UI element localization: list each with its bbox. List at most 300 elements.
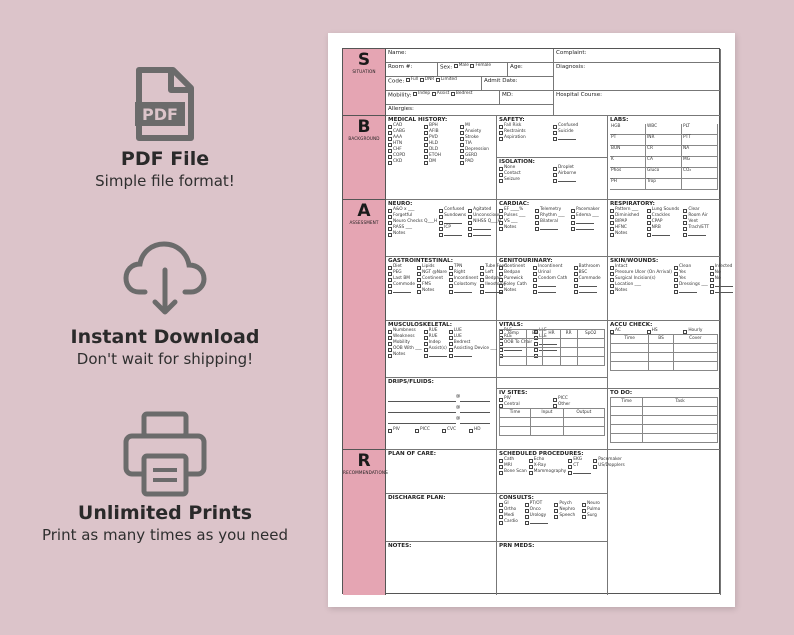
feature-title: PDF File (120, 148, 210, 170)
recommendations-blank[interactable] (608, 450, 721, 595)
checkbox[interactable] (449, 272, 453, 276)
checkbox[interactable] (439, 209, 443, 213)
checkbox[interactable] (553, 131, 557, 135)
checkbox[interactable] (388, 233, 392, 237)
checkbox-item[interactable] (710, 265, 733, 270)
checkbox[interactable] (610, 272, 614, 276)
checkbox-item[interactable] (417, 289, 447, 294)
checkbox-label: PEG (393, 270, 402, 276)
checkbox-item[interactable] (388, 232, 437, 237)
discharge-plan[interactable]: DISCHARGE PLAN: (386, 494, 497, 542)
checkbox[interactable] (610, 284, 614, 288)
feature-download (0, 240, 330, 368)
checkbox[interactable] (574, 266, 578, 270)
checkbox[interactable] (499, 221, 503, 225)
checkbox[interactable] (553, 167, 557, 171)
checkbox-label: Forgetful (393, 213, 413, 219)
checkbox[interactable] (553, 404, 557, 408)
checkbox-item[interactable] (529, 470, 566, 475)
checkbox-label: Telemetry (540, 207, 562, 213)
checkbox[interactable] (424, 143, 428, 147)
checkbox[interactable] (499, 125, 503, 129)
checkbox[interactable] (610, 330, 614, 334)
checkbox-item[interactable] (647, 329, 682, 334)
checkbox-item[interactable] (554, 514, 580, 519)
section-label: BACKGROUND (348, 135, 380, 141)
checkbox[interactable] (417, 266, 421, 270)
checkbox[interactable] (499, 215, 503, 219)
checkbox-item[interactable] (499, 470, 527, 475)
checkbox[interactable] (442, 429, 446, 433)
checkbox-item[interactable] (449, 283, 478, 288)
checkbox-label: Central (504, 402, 520, 408)
checkbox-item[interactable] (388, 428, 413, 433)
iv-sites: IV SITES: PIV PICC Central Other Time Input Output (497, 389, 608, 450)
checkbox[interactable] (683, 221, 687, 225)
checkbox[interactable] (647, 209, 651, 213)
checkbox[interactable] (647, 215, 651, 219)
checkbox[interactable] (480, 272, 484, 276)
checkbox-item[interactable] (424, 353, 447, 358)
lab-cell[interactable]: PT (610, 135, 646, 146)
checkbox[interactable] (424, 149, 428, 153)
checkbox-label: Surg (586, 513, 597, 519)
checkbox[interactable] (647, 227, 651, 231)
checkbox[interactable] (449, 336, 453, 340)
checkbox[interactable] (388, 215, 392, 219)
sex-field[interactable]: Sex: Male Female (438, 63, 508, 77)
checkbox[interactable] (415, 429, 419, 433)
checkbox-item[interactable] (568, 470, 591, 475)
checkbox[interactable] (499, 503, 503, 507)
checkbox-item[interactable] (674, 289, 708, 294)
checkbox-label: Notes (422, 288, 435, 294)
checkbox[interactable] (388, 161, 392, 165)
checkbox[interactable] (468, 221, 472, 225)
checkbox[interactable] (449, 330, 453, 334)
checkbox-item[interactable] (439, 226, 466, 231)
checkbox[interactable] (499, 398, 503, 402)
checkbox[interactable] (417, 284, 421, 288)
checkbox-label: PIV (504, 396, 511, 402)
lab-cell[interactable]: CO₂ (682, 168, 718, 179)
checkbox-item[interactable] (535, 226, 569, 231)
checkbox[interactable] (535, 209, 539, 213)
md-field[interactable]: MD: (500, 91, 554, 105)
checkbox-item[interactable] (533, 289, 572, 294)
lab-cell[interactable]: Trop (646, 179, 682, 190)
checkbox[interactable] (499, 137, 503, 141)
checkbox-item[interactable] (610, 232, 645, 237)
checkbox-item[interactable] (574, 277, 605, 282)
io-table[interactable] (499, 408, 605, 436)
checkbox-item[interactable] (533, 277, 572, 282)
checkbox[interactable] (499, 266, 503, 270)
accu-table[interactable] (610, 334, 718, 371)
checkbox-item[interactable] (533, 283, 572, 288)
checkbox-item[interactable] (468, 220, 501, 225)
checkbox[interactable] (499, 179, 503, 183)
lab-cell[interactable]: BUN (610, 146, 646, 157)
checkbox[interactable] (480, 266, 484, 270)
checkbox[interactable] (593, 459, 597, 463)
checkbox-item[interactable] (468, 232, 501, 237)
checkbox-item[interactable] (525, 514, 553, 519)
checkbox-item[interactable] (647, 232, 682, 237)
checkbox[interactable] (571, 209, 575, 213)
checkbox-label: Last BM (393, 276, 410, 282)
checkbox-item[interactable] (582, 514, 605, 519)
checkbox[interactable] (525, 515, 529, 519)
age-field[interactable]: Age: (508, 63, 554, 77)
checkbox[interactable] (480, 278, 484, 282)
checkbox[interactable] (610, 227, 614, 231)
checkbox[interactable] (533, 278, 537, 282)
checkbox[interactable] (529, 459, 533, 463)
lab-cell[interactable]: CA (646, 157, 682, 168)
checkbox[interactable] (449, 348, 453, 352)
complaint-field[interactable]: Complaint: (554, 49, 721, 63)
checkbox[interactable] (582, 515, 586, 519)
checkbox-item[interactable] (647, 226, 682, 231)
checkbox[interactable] (388, 348, 392, 352)
checkbox[interactable] (610, 215, 614, 219)
checkbox[interactable] (388, 155, 392, 159)
checkbox-item[interactable] (468, 226, 501, 231)
checkbox[interactable] (574, 278, 578, 282)
checkbox-item[interactable] (415, 428, 440, 433)
checkbox[interactable] (499, 471, 503, 475)
checkbox-label: COPD (393, 153, 406, 159)
checkbox[interactable] (499, 173, 503, 177)
checkbox-label: Colostomy (453, 282, 477, 288)
checkbox[interactable] (499, 167, 503, 171)
lab-cell[interactable]: PTT (682, 135, 718, 146)
checkbox[interactable] (424, 125, 428, 129)
checkbox-item[interactable] (525, 520, 553, 525)
checkbox[interactable] (388, 330, 392, 334)
vitals-table[interactable] (499, 329, 605, 366)
checkbox-item[interactable] (388, 283, 415, 288)
checkbox-label: Edema ___ (576, 213, 599, 219)
lab-cell[interactable]: MG (682, 157, 718, 168)
checkbox[interactable] (582, 509, 586, 513)
checkbox-item[interactable] (439, 214, 466, 219)
checkbox-item[interactable] (388, 289, 415, 294)
checkbox[interactable] (460, 131, 464, 135)
checkbox-item[interactable] (710, 283, 733, 288)
checkbox[interactable] (610, 278, 614, 282)
todo-table[interactable]: Time Task (610, 397, 718, 443)
checkbox[interactable] (460, 155, 464, 159)
lab-cell[interactable]: HGB (610, 124, 646, 135)
checkbox-label: Indep (428, 340, 441, 346)
checkbox[interactable] (710, 278, 714, 282)
checkbox-label: Yes (678, 276, 686, 282)
checkbox[interactable] (610, 221, 614, 225)
checkbox-item[interactable] (674, 283, 708, 288)
checkbox-label: CABG (393, 129, 406, 135)
checkbox-label: EF ____% (504, 207, 524, 213)
checkbox-item[interactable] (571, 226, 605, 231)
table-header: RR (560, 330, 577, 339)
checkbox[interactable] (468, 209, 472, 213)
checkbox[interactable] (449, 278, 453, 282)
cloud-download-icon (123, 240, 207, 318)
checkbox[interactable] (499, 404, 503, 408)
checkbox-item[interactable] (610, 289, 672, 294)
checkbox-item[interactable] (469, 428, 494, 433)
checkbox-item[interactable] (460, 160, 494, 165)
checkbox[interactable] (553, 398, 557, 402)
checkbox[interactable] (424, 131, 428, 135)
checkbox[interactable] (469, 429, 473, 433)
checkbox-label: Vent (688, 219, 698, 225)
checkbox[interactable] (674, 272, 678, 276)
checkbox[interactable] (554, 503, 558, 507)
checkbox-item[interactable] (683, 329, 718, 334)
checkbox-item[interactable] (424, 347, 447, 352)
checkbox-label: Location ___ (615, 282, 641, 288)
lab-cell[interactable] (682, 179, 718, 190)
checkbox[interactable] (460, 125, 464, 129)
checkbox[interactable] (533, 266, 537, 270)
lab-cell[interactable]: Gluco (646, 168, 682, 179)
prn-meds[interactable]: PRN MEDS: (497, 542, 608, 595)
checkbox[interactable] (468, 215, 472, 219)
checkbox[interactable] (499, 209, 503, 213)
checkbox[interactable] (710, 266, 714, 270)
checkbox-label: Hourly (688, 328, 703, 334)
checkbox[interactable] (647, 221, 651, 225)
checkbox[interactable] (388, 131, 392, 135)
checkbox-label: Foley Cath (504, 282, 527, 288)
checkbox[interactable] (439, 215, 443, 219)
checkbox[interactable] (388, 278, 392, 282)
checkbox[interactable] (388, 354, 392, 358)
checkbox[interactable] (499, 272, 503, 276)
checkbox[interactable] (610, 209, 614, 213)
checkbox[interactable] (529, 471, 533, 475)
checkbox[interactable] (449, 284, 453, 288)
checkbox[interactable] (554, 515, 558, 519)
checkbox-item[interactable] (388, 160, 422, 165)
checkbox[interactable] (388, 125, 392, 129)
lab-cell[interactable]: K (610, 157, 646, 168)
checkbox[interactable] (610, 233, 614, 237)
checkbox-item[interactable] (553, 403, 605, 408)
checkbox[interactable] (554, 509, 558, 513)
checkbox[interactable] (480, 284, 484, 288)
checkbox-item[interactable] (683, 226, 718, 231)
checkbox-item[interactable] (610, 329, 645, 334)
checkbox-item[interactable] (535, 220, 569, 225)
checkbox-item[interactable] (449, 353, 497, 358)
accu-check: ACCU CHECK: AC HS Hourly Time BS Cover (608, 321, 721, 389)
checkbox[interactable] (499, 465, 503, 469)
admit-date-field[interactable]: Admit Date: (482, 77, 554, 91)
diagnosis-field[interactable]: Diagnosis: (554, 63, 721, 91)
checkbox[interactable] (499, 521, 503, 525)
checkbox[interactable] (647, 330, 651, 334)
checkbox[interactable] (424, 161, 428, 165)
checkbox-item[interactable] (710, 277, 733, 282)
lab-cell[interactable]: NA (682, 146, 718, 157)
checkbox[interactable] (499, 290, 503, 294)
checkbox-label: PAD (465, 159, 474, 165)
checkbox[interactable] (529, 465, 533, 469)
room-field[interactable]: Room #: (386, 63, 438, 77)
checkbox[interactable] (499, 278, 503, 282)
checkbox[interactable] (568, 465, 572, 469)
checkbox[interactable] (499, 459, 503, 463)
checkbox-item[interactable] (710, 289, 733, 294)
checkbox[interactable] (388, 143, 392, 147)
checkbox[interactable] (424, 137, 428, 141)
table-header: HR (543, 330, 560, 339)
checkbox[interactable] (388, 266, 392, 270)
checkbox[interactable] (417, 272, 421, 276)
checkbox-label: AAA (393, 135, 403, 141)
checkbox-item[interactable] (499, 226, 533, 231)
checkbox[interactable] (388, 336, 392, 340)
hospital-course-field[interactable]: Hospital Course: (554, 91, 721, 116)
checkbox-label: BIPAP (615, 219, 628, 225)
checkbox[interactable] (499, 509, 503, 513)
checkbox-label: HD (474, 427, 481, 433)
lab-cell[interactable]: PH (610, 179, 646, 190)
checkbox-label: Incontinent (538, 264, 563, 270)
checkbox-item[interactable] (499, 403, 551, 408)
mobility-field[interactable]: Mobility: Indep Assist Bedrest (386, 91, 500, 105)
checkbox-item[interactable] (571, 220, 605, 225)
checkbox[interactable] (460, 137, 464, 141)
checkbox-item[interactable] (449, 347, 497, 352)
checkbox-item[interactable] (683, 232, 718, 237)
checkbox[interactable] (460, 149, 464, 153)
checkbox[interactable] (582, 503, 586, 507)
checkbox-item[interactable] (553, 172, 605, 177)
code-field[interactable]: Code: Full DNR Limited (386, 77, 482, 91)
checkbox[interactable] (535, 215, 539, 219)
lab-cell[interactable]: WBC (646, 124, 682, 135)
checkbox[interactable] (424, 342, 428, 346)
checkbox[interactable] (388, 149, 392, 153)
checkbox[interactable] (525, 509, 529, 513)
checkbox[interactable] (424, 330, 428, 334)
checkbox[interactable] (533, 272, 537, 276)
drips-fluids: DRIPS/FLUIDS: @ @ @ PIV PICC CVC HD (386, 378, 497, 450)
lab-cell[interactable]: Phos (610, 168, 646, 179)
checkbox[interactable] (674, 284, 678, 288)
checkbox[interactable] (553, 125, 557, 129)
checkbox-item[interactable] (574, 283, 605, 288)
checkbox[interactable] (388, 221, 392, 225)
checkbox[interactable] (683, 330, 687, 334)
allergies-field[interactable]: Allergies: (386, 105, 554, 116)
feature-subtitle: Print as many times as you need (41, 526, 289, 544)
checkbox[interactable] (499, 515, 503, 519)
checkbox[interactable] (568, 459, 572, 463)
checkbox[interactable] (449, 342, 453, 346)
checkbox[interactable] (525, 503, 529, 507)
lab-cell[interactable]: PLT (682, 124, 718, 135)
checkbox[interactable] (388, 209, 392, 213)
checkbox-item[interactable] (499, 520, 523, 525)
checkbox-item[interactable] (568, 458, 591, 463)
checkbox[interactable] (683, 227, 687, 231)
checkbox[interactable] (417, 290, 421, 294)
checkbox-label: Pacemaker (598, 457, 622, 463)
checkbox[interactable] (683, 209, 687, 213)
checkbox[interactable] (388, 227, 392, 231)
checkbox[interactable] (460, 161, 464, 165)
checkbox[interactable] (683, 215, 687, 219)
section-assessment (343, 200, 386, 450)
checkbox-item[interactable] (553, 136, 605, 141)
checkbox-item[interactable] (499, 289, 531, 294)
name-field[interactable]: Name: (386, 49, 554, 63)
checkbox-item[interactable] (568, 464, 591, 469)
cardiac: CARDIAC: EF ____% Telemetry Pacemaker Pulses ___ Rhythm ___ Edema ___ VS ___ Bilateral Notes (497, 200, 608, 257)
checkbox[interactable] (460, 143, 464, 147)
checkbox[interactable] (674, 278, 678, 282)
checkbox[interactable] (571, 215, 575, 219)
checkbox-item[interactable] (710, 271, 733, 276)
checkbox[interactable] (593, 465, 597, 469)
checkbox-item[interactable] (388, 353, 422, 358)
checkbox[interactable] (439, 227, 443, 231)
checkbox-item[interactable] (574, 289, 605, 294)
plan-of-care[interactable]: PLAN OF CARE: (386, 450, 497, 494)
checkbox[interactable] (424, 336, 428, 340)
checkbox[interactable] (388, 284, 392, 288)
checkbox-label: HFNC (615, 225, 627, 231)
checkbox[interactable] (424, 155, 428, 159)
checkbox-item[interactable] (424, 160, 458, 165)
checkbox[interactable] (553, 173, 557, 177)
checkbox-item[interactable] (571, 214, 605, 219)
checkbox[interactable] (499, 284, 503, 288)
checkbox[interactable] (417, 278, 421, 282)
lab-cell[interactable]: INR (646, 135, 682, 146)
checkbox[interactable] (388, 137, 392, 141)
checkbox[interactable] (449, 266, 453, 270)
checkbox[interactable] (499, 131, 503, 135)
checkbox[interactable] (388, 272, 392, 276)
checkbox[interactable] (710, 272, 714, 276)
checkbox-item[interactable] (553, 130, 605, 135)
checkbox[interactable] (574, 272, 578, 276)
checkbox-item[interactable] (553, 178, 605, 183)
checkbox[interactable] (535, 221, 539, 225)
checkbox[interactable] (610, 290, 614, 294)
checkbox[interactable] (424, 348, 428, 352)
checkbox[interactable] (388, 429, 392, 433)
checkbox-item[interactable] (499, 136, 551, 141)
checkbox[interactable] (610, 266, 614, 270)
checkbox-item[interactable] (499, 178, 551, 183)
notes[interactable]: NOTES: (386, 542, 497, 595)
checkbox-item[interactable] (442, 428, 467, 433)
checkbox-label: NIHSS Q___H (473, 219, 501, 225)
checkbox[interactable] (388, 342, 392, 346)
checkbox[interactable] (499, 227, 503, 231)
checkbox-item[interactable] (449, 289, 478, 294)
lab-cell[interactable]: CR (646, 146, 682, 157)
checkbox-item[interactable] (439, 232, 466, 237)
checkbox[interactable] (674, 266, 678, 270)
